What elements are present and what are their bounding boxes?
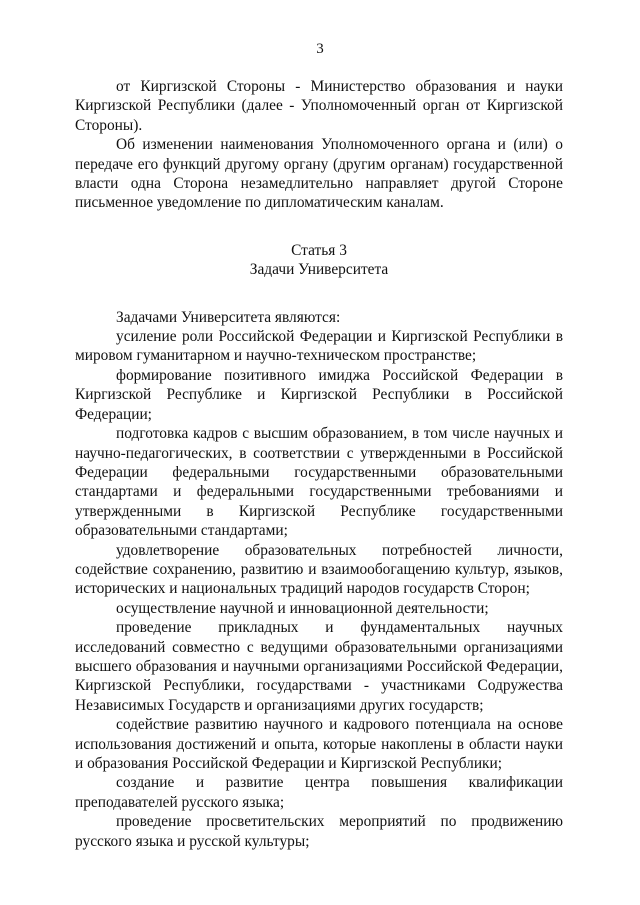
paragraph: создание и развитие центра повышения квалификации преподавателей русского языка; xyxy=(75,774,563,811)
document-body xyxy=(75,77,563,851)
paragraph: проведение просветительских мероприятий по продвижению русского языка и русской культуры; xyxy=(75,813,563,850)
paragraph: удовлетворение образовательных потребностей личности, содействие сохранению, развитию и взаимообогащению культур, языков, исторических и национальных традиций народов государств Сторон; xyxy=(75,541,563,598)
paragraph: содействие развитию научного и кадрового потенциала на основе использования достижений и опыта, которые накоплены в области науки и образования Российской Федерации и Киргизской Республики; xyxy=(75,716,563,772)
article-number: Статья 3 xyxy=(291,241,347,259)
paragraph: Задачами Университета являются: xyxy=(116,308,341,326)
paragraph: подготовка кадров с высшим образованием, в том числе научных и научно-педагогических, в соответствии с утвержденными в Российской Федерации федеральными государственными образовательными стандартами и федеральными государственными требованиями и утвержденными в Киргизской Республике государственными образовательными стандартами; xyxy=(75,425,563,540)
paragraph: от Киргизской Стороны - Министерство образования и науки Киргизской Республики (далее - Уполномоченный орган от Киргизской Стороны). xyxy=(75,78,563,134)
paragraph: усиление роли Российской Федерации и Киргизской Республики в мировом гуманитарном и научно-техническом пространстве; xyxy=(75,328,563,365)
paragraph: формирование позитивного имиджа Российской Федерации в Киргизской Республике и Киргизской Республики в Российской Федерации; xyxy=(75,366,563,423)
article-title: Задачи Университета xyxy=(249,261,389,279)
paragraph: осуществление научной и инновационной деятельности; xyxy=(116,599,489,617)
paragraph: Об изменении наименования Уполномоченного органа и (или) о передаче его функций другому органу (другим органам) государственной власти одна Сторона незамедлительно направляет другой Стороне письменное уведомление по дипломатическим каналам. xyxy=(75,136,563,212)
paragraph: проведение прикладных и фундаментальных научных исследований совместно с ведущими образовательными организациями высшего образования и научными организациями Российской Федерации, Киргизской Республики, государствами - участниками Содружества Независимых Государств и организациями других государств; xyxy=(75,619,563,714)
page-number: 3 xyxy=(316,41,324,57)
